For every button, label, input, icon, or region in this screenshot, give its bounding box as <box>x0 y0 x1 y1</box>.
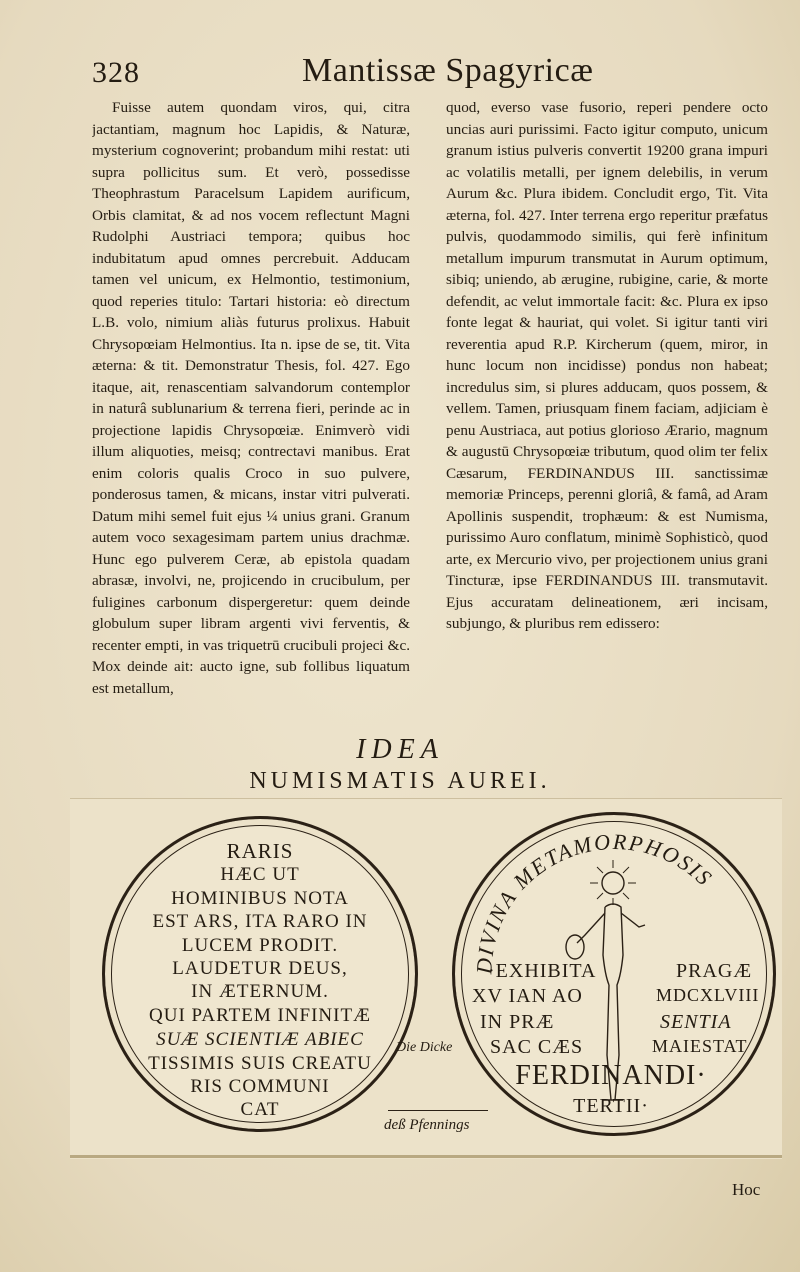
running-title: Mantissæ Spagyricæ <box>302 52 594 89</box>
medal-line: EST ARS, ITA RARO IN <box>152 911 368 932</box>
caption-thickness: Die Dicke <box>396 1040 453 1055</box>
arc-text: DIVINA METAMORPHOSIS <box>471 828 718 975</box>
medal-line: PRAGÆ <box>676 960 753 982</box>
page-number: 328 <box>92 56 140 89</box>
plate-edge <box>70 1155 782 1158</box>
medal-reverse <box>102 816 418 1132</box>
right-paragraph: quod, everso vase fusorio, reperi pendere octo uncias auri purissimi. Facto igitur computo, unicum granum istius pulveris convertit 19200 grana impuri ac volatilis metalli, per ignem delebilis, in verum Aurum &c. Plura ibidem. Concludit ergo, Tit. Vita æterna, fol. 427. Inter terrena ergo reperitur præfatus pulvis, quodammodo similis, qui ferè infinitum metallum impurum transmutat in Aurum optimum, sibiq; uniendo, ab ærugine, rubigine, carie, & morte defendit, ac velut immortale facit: &c. Plura ex ipso fonte legat & hauriat, qui volet. Si igitur tanti viri reverentia apud R.P. Kircherum (quem, miror, in hunc locum non incidisse) pondus non habeat; incredulus sim, si plures adducam, quos possem, & vellem. Tamen, priusquam finem faciam, adjiciam è penu Austriaca, aut potius glorioso Ærario, magnum & augustū Chrysopœiæ tributum, quod olim ter felix Cæsarum, FERDINANDUS III. sanctissimæ memoriæ Princeps, perenni gloriâ, & famâ, ad Aram Apollinis suspendit, trophæum: & est Numisma, purissimo Auro conflatum, minimè Sophisticò, quod arte, ex Mercurio vivo, per projectionem unius grani Tincturæ, ipse FERDINANDUS III. transmutavit. Ejus accuratam delineationem, æri incisam, subjungo, & pluribus rem edissero: <box>446 99 768 632</box>
thickness-rule <box>388 1110 488 1111</box>
medal-line: HOMINIBUS NOTA <box>171 888 349 909</box>
medal-line: TERTII· <box>573 1095 649 1117</box>
page-header <box>92 52 782 96</box>
medal-line: IN PRÆ <box>480 1011 555 1033</box>
caption-coin: deß Pfennings <box>384 1117 470 1133</box>
figure-title-idea: IDEA <box>356 734 444 765</box>
catchword: Hoc <box>732 1180 761 1199</box>
medal-line: RARIS <box>226 839 294 863</box>
medal-line: RIS COMMUNI <box>190 1076 330 1097</box>
medal-line: MDCXLVIII <box>656 985 760 1005</box>
medal-line: CAT <box>240 1099 280 1120</box>
left-paragraph: Fuisse autem quondam viros, qui, citra jactantiam, magnum hoc Lapidis, & Naturæ, mysterium cognoverint; probandum mihi restat: uti supra pollicitus sum. Et verò, possedisse Theophrastum Paracelsum Lapidem aurificum, Orbis clamitat, & ad nos vocem reflectunt Magni Rudolphi Austriaci tempora; quibus hoc indubitatum apud omnes percrebuit. Adducam tamen vel unicum, ex Helmontio, testimonium, quod reperies titulo: Tartari historia: eò directum L.B. volo, nimium aliàs futurus prolixus. Habuit Chrysopœiam Helmontius. Ita n. ipse de se, tit. Vita æterna: & tit. Demonstratur Thesis, fol. 427. Ego itaque, ait, renascentiam salvandorum contemplor in naturâ sublunarium & terrena fieri, perinde ac in projectione lapidis Chrysopœiæ. Enimverò vidi illum aliquoties, meisq; contrectavi manibus. Erat enim coloris qualis Croco in suo pulvere, ponderosus tamen, & micans, instar vitri pulverati. Datum mihi semel fuit ejus ¼ unius grani. Granum autem voco sexagesimam partem unius drachmæ. Hunc ego pulverem Ceræ, ab epistola quadam abrasæ, involvi, ne, projicendo in crucibulum, per fuligines carbonum dispergeretur: quem deinde globulum super libram argenti vivi ferventis, & recenter empti, in vas triquetrū crucibuli projeci &c. Mox deinde ait: aucto igne, sub follibus liquatum est metallum, <box>92 99 410 697</box>
medal-line: ·EXHIBITA <box>488 960 597 982</box>
medal-line: LAUDETUR DEUS, <box>172 958 348 979</box>
medal-line: QUI PARTEM INFINITÆ <box>149 1005 371 1026</box>
figure-title-numismatis: NUMISMATIS AUREI. <box>249 768 551 794</box>
medal-line: HÆC UT <box>220 864 300 885</box>
medal-line: SAC CÆS <box>490 1036 584 1058</box>
right-text-column <box>446 97 768 727</box>
medal-line: XV IAN AO <box>472 985 583 1007</box>
medal-line: MAIESTAT <box>652 1036 748 1056</box>
medal-line: LUCEM PRODIT. <box>181 935 339 956</box>
medal-line: SENTIA <box>660 1011 732 1033</box>
left-text-column <box>92 97 410 727</box>
medal-line: FERDINANDI· <box>515 1060 707 1091</box>
medal-line: SUÆ SCIENTIÆ ABIEC <box>156 1029 364 1050</box>
medal-line: TISSIMIS SUIS CREATU <box>148 1053 372 1074</box>
medal-line: IN ÆTERNUM. <box>191 981 329 1002</box>
